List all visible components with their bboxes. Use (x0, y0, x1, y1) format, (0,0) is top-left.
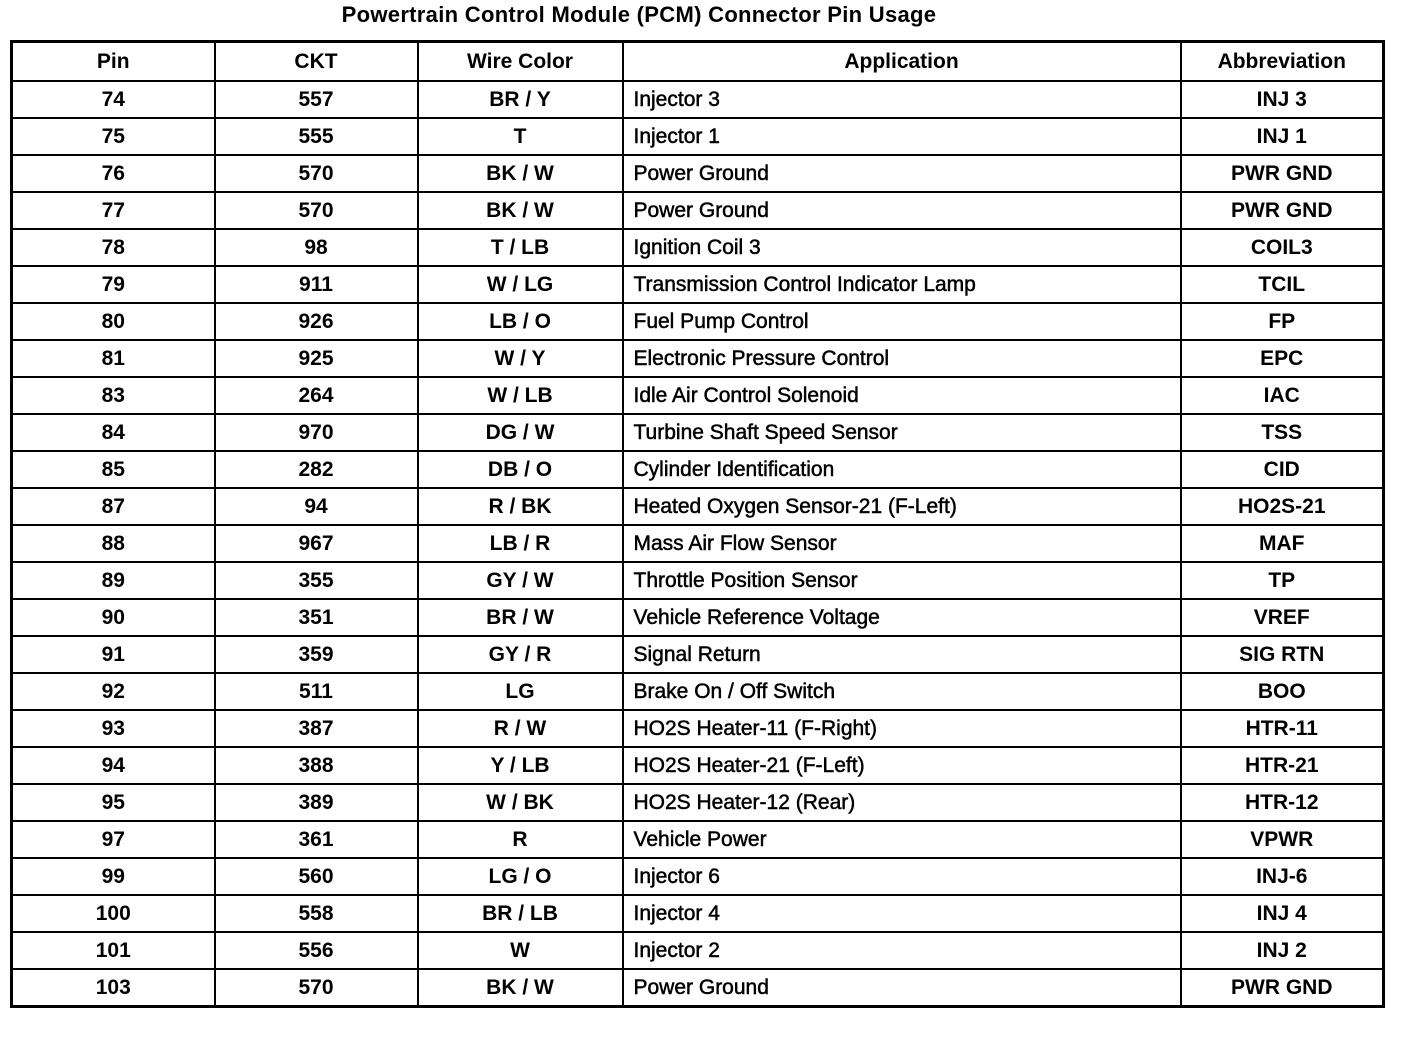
application-cell: Vehicle Power (623, 821, 1181, 858)
table-row (12, 784, 1384, 821)
table-row (12, 673, 1384, 710)
abbreviation-cell: MAF (1181, 525, 1384, 562)
pin-cell: 87 (12, 488, 215, 525)
wire-color-cell: BR / W (418, 599, 623, 636)
abbreviation-cell: INJ-6 (1181, 858, 1384, 895)
wire-color-cell: R / W (418, 710, 623, 747)
table-row (12, 636, 1384, 673)
pin-cell: 84 (12, 414, 215, 451)
pin-cell: 95 (12, 784, 215, 821)
abbreviation-cell: SIG RTN (1181, 636, 1384, 673)
pin-cell: 75 (12, 118, 215, 155)
wire-color-cell: W / Y (418, 340, 623, 377)
application-cell: Throttle Position Sensor (623, 562, 1181, 599)
ckt-cell: 570 (215, 969, 418, 1007)
abbreviation-cell: HO2S-21 (1181, 488, 1384, 525)
application-cell: Vehicle Reference Voltage (623, 599, 1181, 636)
ckt-cell: 925 (215, 340, 418, 377)
abbreviation-cell: TCIL (1181, 266, 1384, 303)
abbreviation-cell: BOO (1181, 673, 1384, 710)
header-wire-color: Wire Color (418, 42, 623, 82)
abbreviation-cell: IAC (1181, 377, 1384, 414)
ckt-cell: 389 (215, 784, 418, 821)
abbreviation-cell: CID (1181, 451, 1384, 488)
application-cell: Power Ground (623, 155, 1181, 192)
abbreviation-cell: PWR GND (1181, 155, 1384, 192)
abbreviation-cell: FP (1181, 303, 1384, 340)
table-row (12, 192, 1384, 229)
table-row (12, 821, 1384, 858)
pin-cell: 83 (12, 377, 215, 414)
wire-color-cell: GY / R (418, 636, 623, 673)
abbreviation-cell: HTR-12 (1181, 784, 1384, 821)
abbreviation-cell: COIL3 (1181, 229, 1384, 266)
application-cell: Cylinder Identification (623, 451, 1181, 488)
pin-cell: 79 (12, 266, 215, 303)
application-cell: Injector 6 (623, 858, 1181, 895)
application-cell: HO2S Heater-21 (F-Left) (623, 747, 1181, 784)
ckt-cell: 98 (215, 229, 418, 266)
table-row (12, 229, 1384, 266)
pin-cell: 91 (12, 636, 215, 673)
ckt-cell: 351 (215, 599, 418, 636)
pin-cell: 77 (12, 192, 215, 229)
wire-color-cell: W / LB (418, 377, 623, 414)
abbreviation-cell: HTR-21 (1181, 747, 1384, 784)
ckt-cell: 355 (215, 562, 418, 599)
pin-cell: 80 (12, 303, 215, 340)
application-cell: Transmission Control Indicator Lamp (623, 266, 1181, 303)
application-cell: Turbine Shaft Speed Sensor (623, 414, 1181, 451)
application-cell: Heated Oxygen Sensor-21 (F-Left) (623, 488, 1181, 525)
application-cell: Injector 3 (623, 81, 1181, 118)
ckt-cell: 967 (215, 525, 418, 562)
table-row (12, 562, 1384, 599)
ckt-cell: 388 (215, 747, 418, 784)
ckt-cell: 926 (215, 303, 418, 340)
pin-cell: 93 (12, 710, 215, 747)
application-cell: Idle Air Control Solenoid (623, 377, 1181, 414)
ckt-cell: 555 (215, 118, 418, 155)
header-ckt: CKT (215, 42, 418, 82)
ckt-cell: 511 (215, 673, 418, 710)
ckt-cell: 282 (215, 451, 418, 488)
pin-cell: 101 (12, 932, 215, 969)
wire-color-cell: BK / W (418, 192, 623, 229)
ckt-cell: 264 (215, 377, 418, 414)
wire-color-cell: R (418, 821, 623, 858)
header-application: Application (623, 42, 1181, 82)
pin-cell: 88 (12, 525, 215, 562)
table-row (12, 377, 1384, 414)
table-row (12, 747, 1384, 784)
ckt-cell: 387 (215, 710, 418, 747)
table-row (12, 710, 1384, 747)
abbreviation-cell: PWR GND (1181, 969, 1384, 1007)
application-cell: HO2S Heater-11 (F-Right) (623, 710, 1181, 747)
header-abbreviation: Abbreviation (1181, 42, 1384, 82)
abbreviation-cell: INJ 4 (1181, 895, 1384, 932)
abbreviation-cell: VREF (1181, 599, 1384, 636)
abbreviation-cell: INJ 1 (1181, 118, 1384, 155)
table-row (12, 266, 1384, 303)
wire-color-cell: BR / LB (418, 895, 623, 932)
application-cell: Injector 2 (623, 932, 1181, 969)
application-cell: Power Ground (623, 192, 1181, 229)
header-pin: Pin (12, 42, 215, 82)
pin-cell: 85 (12, 451, 215, 488)
wire-color-cell: LB / R (418, 525, 623, 562)
abbreviation-cell: TSS (1181, 414, 1384, 451)
ckt-cell: 94 (215, 488, 418, 525)
abbreviation-cell: INJ 2 (1181, 932, 1384, 969)
ckt-cell: 359 (215, 636, 418, 673)
application-cell: Injector 1 (623, 118, 1181, 155)
abbreviation-cell: HTR-11 (1181, 710, 1384, 747)
wire-color-cell: W (418, 932, 623, 969)
abbreviation-cell: INJ 3 (1181, 81, 1384, 118)
pin-cell: 100 (12, 895, 215, 932)
wire-color-cell: W / LG (418, 266, 623, 303)
table-row (12, 858, 1384, 895)
table-header-row (12, 42, 1384, 82)
pin-cell: 92 (12, 673, 215, 710)
application-cell: Ignition Coil 3 (623, 229, 1181, 266)
pin-cell: 89 (12, 562, 215, 599)
pin-cell: 97 (12, 821, 215, 858)
abbreviation-cell: TP (1181, 562, 1384, 599)
application-cell: HO2S Heater-12 (Rear) (623, 784, 1181, 821)
application-cell: Power Ground (623, 969, 1181, 1007)
application-cell: Mass Air Flow Sensor (623, 525, 1181, 562)
pin-cell: 74 (12, 81, 215, 118)
application-cell: Injector 4 (623, 895, 1181, 932)
page-title: Powertrain Control Module (PCM) Connector Pin Usage (341, 2, 937, 27)
wire-color-cell: LG (418, 673, 623, 710)
wire-color-cell: T (418, 118, 623, 155)
application-cell: Signal Return (623, 636, 1181, 673)
application-cell: Fuel Pump Control (623, 303, 1181, 340)
pin-cell: 76 (12, 155, 215, 192)
ckt-cell: 557 (215, 81, 418, 118)
application-cell: Electronic Pressure Control (623, 340, 1181, 377)
wire-color-cell: T / LB (418, 229, 623, 266)
application-cell: Brake On / Off Switch (623, 673, 1181, 710)
wire-color-cell: GY / W (418, 562, 623, 599)
wire-color-cell: BK / W (418, 155, 623, 192)
pin-cell: 94 (12, 747, 215, 784)
table-row (12, 488, 1384, 525)
table-row (12, 303, 1384, 340)
ckt-cell: 558 (215, 895, 418, 932)
ckt-cell: 911 (215, 266, 418, 303)
table-row (12, 155, 1384, 192)
pin-cell: 81 (12, 340, 215, 377)
wire-color-cell: DB / O (418, 451, 623, 488)
wire-color-cell: R / BK (418, 488, 623, 525)
wire-color-cell: BK / W (418, 969, 623, 1007)
abbreviation-cell: EPC (1181, 340, 1384, 377)
pin-cell: 99 (12, 858, 215, 895)
pin-cell: 78 (12, 229, 215, 266)
ckt-cell: 570 (215, 192, 418, 229)
table-row (12, 414, 1384, 451)
table-row (12, 118, 1384, 155)
wire-color-cell: BR / Y (418, 81, 623, 118)
ckt-cell: 560 (215, 858, 418, 895)
ckt-cell: 570 (215, 155, 418, 192)
wire-color-cell: Y / LB (418, 747, 623, 784)
abbreviation-cell: VPWR (1181, 821, 1384, 858)
table-row (12, 451, 1384, 488)
table-row (12, 525, 1384, 562)
pin-cell: 90 (12, 599, 215, 636)
wire-color-cell: DG / W (418, 414, 623, 451)
table-row (12, 932, 1384, 969)
ckt-cell: 556 (215, 932, 418, 969)
table-row (12, 340, 1384, 377)
wire-color-cell: LG / O (418, 858, 623, 895)
abbreviation-cell: PWR GND (1181, 192, 1384, 229)
table-row (12, 969, 1384, 1007)
ckt-cell: 361 (215, 821, 418, 858)
wire-color-cell: LB / O (418, 303, 623, 340)
ckt-cell: 970 (215, 414, 418, 451)
table-row (12, 599, 1384, 636)
pin-cell: 103 (12, 969, 215, 1007)
table-row (12, 81, 1384, 118)
wire-color-cell: W / BK (418, 784, 623, 821)
table-row (12, 895, 1384, 932)
pin-usage-table (10, 40, 1385, 1008)
